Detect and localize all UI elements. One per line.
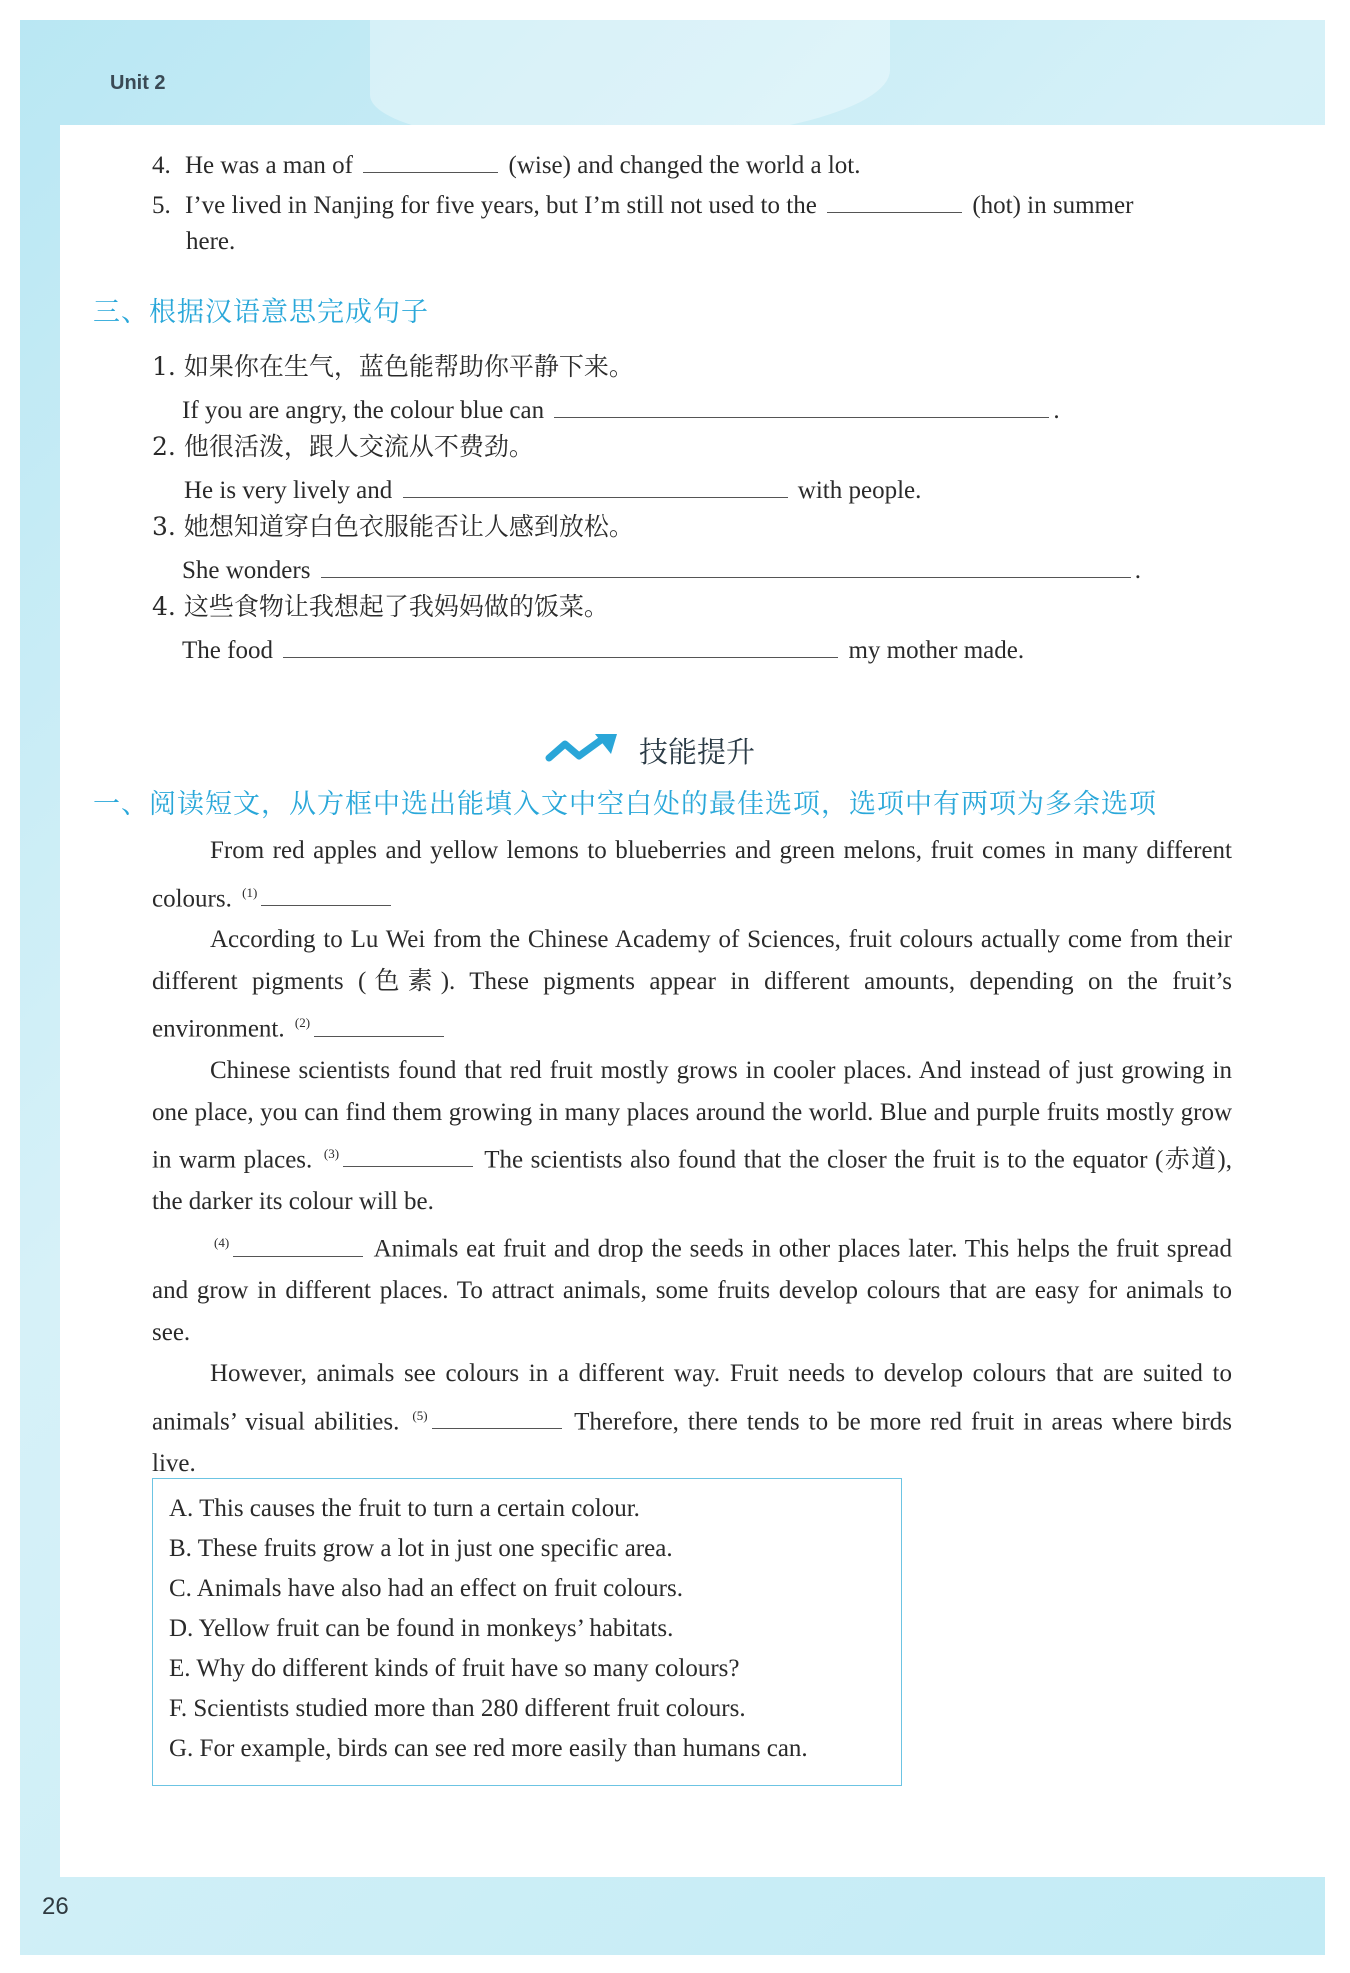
- prompt-suffix: .: [1053, 397, 1060, 424]
- option-f: F. Scientists studied more than 280 different fruit colours.: [169, 1695, 746, 1722]
- prompt-text: She wonders: [182, 557, 311, 584]
- translation-item-2-chinese: [152, 427, 534, 467]
- reading-passage: [152, 830, 1232, 1484]
- translation-item-4-chinese: [152, 587, 609, 627]
- blank-marker: (1): [242, 884, 258, 900]
- answer-blank-5[interactable]: [432, 1398, 562, 1429]
- option-a: A. This causes the fruit to turn a certain colour.: [169, 1495, 640, 1522]
- word-form-item-5-continued: here.: [186, 228, 236, 255]
- chinese-text: 如果你在生气，蓝色能帮助你平静下来。: [183, 352, 634, 381]
- trend-arrow-icon: [545, 732, 625, 768]
- blank-marker: (4): [214, 1235, 230, 1251]
- answer-blank[interactable]: [403, 467, 788, 498]
- answer-blank-3[interactable]: [343, 1136, 473, 1167]
- answer-blank-4[interactable]: [233, 1226, 363, 1257]
- section-title: 三、根据汉语意思完成句子: [93, 297, 429, 328]
- blank-marker: (3): [323, 1146, 340, 1162]
- translation-item-4-english: [182, 627, 1024, 671]
- unit-label: Unit 2: [110, 72, 166, 94]
- answer-blank-2[interactable]: [314, 1006, 444, 1037]
- translation-item-1-chinese: [152, 347, 634, 387]
- item-number: 5.: [152, 192, 171, 219]
- answer-blank[interactable]: [827, 182, 962, 213]
- answer-blank-1[interactable]: [261, 875, 391, 906]
- option-e: E. Why do different kinds of fruit have so many colours?: [169, 1655, 740, 1682]
- answer-blank[interactable]: [321, 547, 1131, 578]
- paragraph-1: [152, 830, 1232, 919]
- paragraph-text: From red apples and yellow lemons to blueberries and green melons, fruit comes in many different colours.: [152, 837, 1232, 912]
- paragraph-text: Therefore, there tends to be more red fruit in areas where birds live.: [152, 1408, 1232, 1477]
- translation-item-1-english: [182, 387, 1060, 431]
- item-number: 4.: [152, 592, 176, 621]
- item-hint: (wise) and changed the world a lot.: [508, 152, 861, 179]
- blank-marker: (5): [412, 1407, 428, 1423]
- option-g: G. For example, birds can see red more easily than humans can.: [169, 1735, 808, 1762]
- chinese-text: 他很活泼，跟人交流从不费劲。: [183, 432, 534, 461]
- option-b: B. These fruits grow a lot in just one specific area.: [169, 1535, 673, 1562]
- item-text: He was a man of: [185, 152, 353, 179]
- item-number: 2.: [152, 432, 176, 461]
- word-form-item-5: [152, 182, 1133, 226]
- answer-blank[interactable]: [554, 387, 1049, 418]
- paragraph-text: Chinese scientists found that red fruit mostly grows in cooler places. And instead of just growing in one place, you can find them growing in many places around the world. Blue and purple fruits mostly grow in warm places.: [152, 1057, 1232, 1174]
- prompt-suffix: with people.: [797, 477, 922, 504]
- translation-item-3-chinese: [152, 507, 634, 547]
- chinese-text: 她想知道穿白色衣服能否让人感到放松。: [183, 512, 634, 541]
- reading-section-title: 一、阅读短文，从方框中选出能填入文中空白处的最佳选项，选项中有两项为多余选项: [93, 789, 1157, 820]
- chinese-text: 这些食物让我想起了我妈妈做的饭菜。: [183, 592, 609, 621]
- answer-blank[interactable]: [283, 627, 838, 658]
- item-number: 4.: [152, 152, 171, 179]
- prompt-suffix: my mother made.: [848, 637, 1025, 664]
- answer-blank[interactable]: [363, 142, 498, 173]
- options-box: [152, 1478, 902, 1786]
- paragraph-text: Animals eat fruit and drop the seeds in other places later. This helps the fruit spread and grow in different places. To attract animals, some fruits develop colours that are easy for animals to see.: [152, 1235, 1232, 1346]
- paragraph-text: The scientists also found that the closer the fruit is to the equator (赤道), the darker its colour will be.: [152, 1146, 1232, 1215]
- prompt-suffix: .: [1134, 557, 1141, 584]
- paragraph-3: [152, 1050, 1232, 1222]
- item-text: I’ve lived in Nanjing for five years, but I’m still not used to the: [185, 192, 817, 219]
- option-c: C. Animals have also had an effect on fruit colours.: [169, 1575, 683, 1602]
- blank-marker: (2): [294, 1015, 311, 1031]
- translation-item-2-english: [184, 467, 921, 511]
- paragraph-2: [152, 919, 1232, 1050]
- translation-item-3-english: [182, 547, 1141, 591]
- prompt-text: If you are angry, the colour blue can: [182, 397, 545, 424]
- option-d: D. Yellow fruit can be found in monkeys’ habitats.: [169, 1615, 674, 1642]
- paragraph-text: According to Lu Wei from the Chinese Academy of Sciences, fruit colours actually come from their different pigments (色素). These pigments appear in different amounts, depending on the fruit’s environment.: [152, 926, 1232, 1043]
- item-number: 3.: [152, 512, 176, 541]
- prompt-text: He is very lively and: [184, 477, 393, 504]
- page-number: 26: [42, 1893, 69, 1920]
- paragraph-text: However, animals see colours in a different way. Fruit needs to develop colours that are suited to animals’ visual abilities.: [152, 1360, 1232, 1436]
- word-form-item-4: [152, 142, 860, 186]
- paragraph-4: [152, 1222, 1232, 1353]
- skill-heading: [545, 725, 755, 775]
- skill-heading-text: 技能提升: [639, 734, 756, 769]
- paragraph-5: [152, 1353, 1232, 1484]
- item-number: 1.: [152, 352, 176, 381]
- prompt-text: The food: [182, 637, 273, 664]
- item-hint: (hot) in summer: [972, 192, 1134, 219]
